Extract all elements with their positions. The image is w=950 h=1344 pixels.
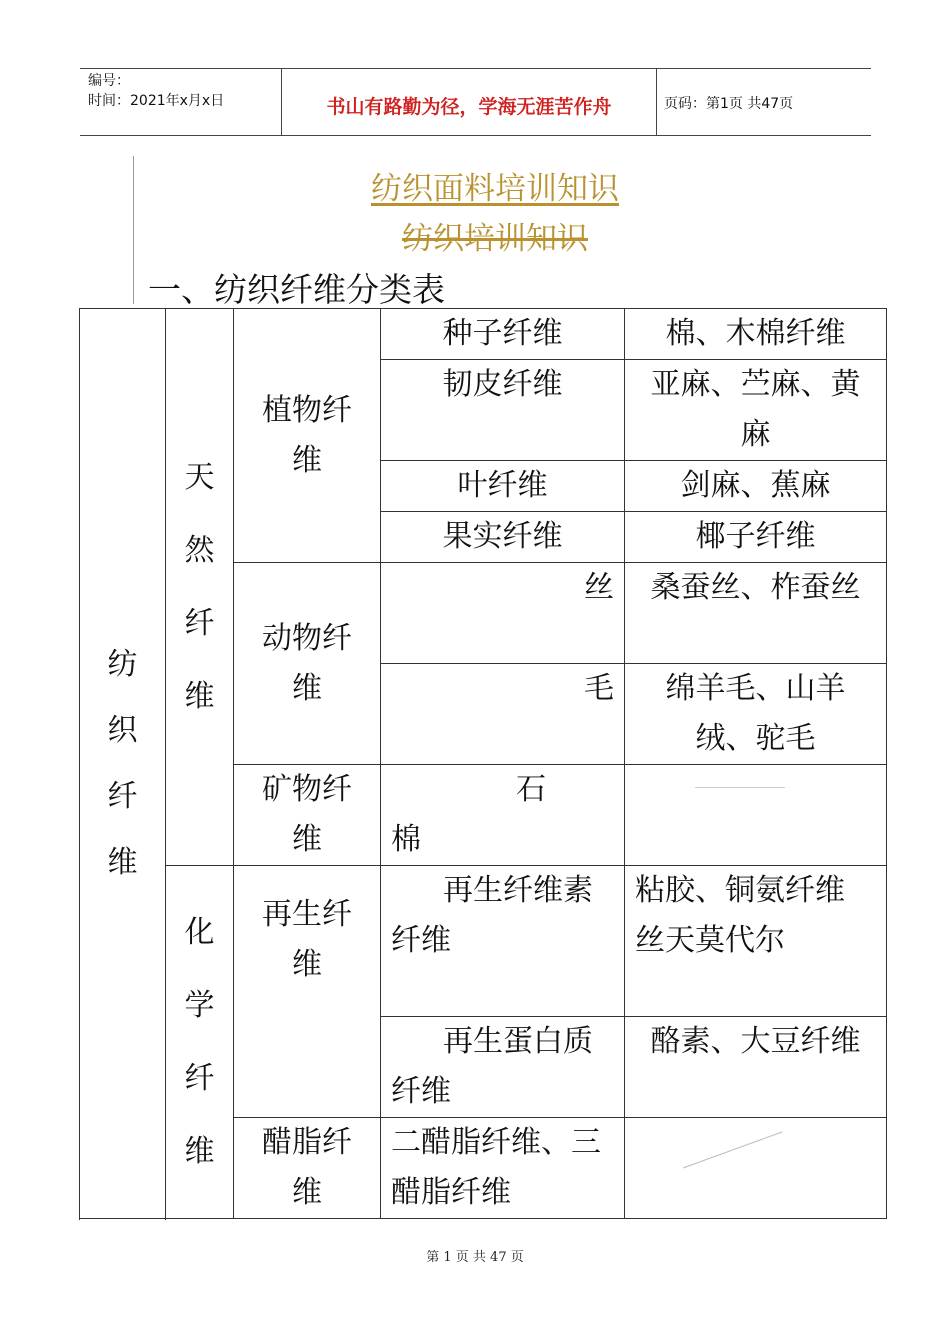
cell-mineral-examples-empty — [625, 765, 887, 866]
cell-animal-fiber: 动物纤维 — [234, 563, 381, 765]
category-textile-fiber — [80, 309, 166, 1219]
cell-silk-examples: 桑蚕丝、柞蚕丝 — [625, 563, 887, 664]
cell-plant-fiber: 植物纤维 — [234, 309, 381, 563]
cell-regenerated-fiber: 再生纤维 — [234, 866, 381, 1118]
category-char: 维 — [107, 844, 138, 880]
cell-wool-examples: 绵羊毛、山羊绒、驼毛 — [625, 664, 887, 765]
category-natural-fiber — [166, 309, 234, 866]
table-row — [80, 309, 887, 360]
category-chemical-fiber — [166, 866, 234, 1219]
cell-fruit-fiber: 果实纤维 — [381, 512, 625, 563]
category-char: 化 — [184, 915, 215, 950]
header-page-number: 页码：第1页 共47页 — [664, 96, 794, 112]
header-motto: 书山有路勤为径，学海无涯苦作舟 — [326, 96, 612, 118]
page-footer: 第 1 页 共 47 页 — [426, 1250, 524, 1265]
category-char: 学 — [184, 988, 215, 1023]
cell-regenerated-protein: 再生蛋白质纤维 — [381, 1017, 625, 1118]
cell-bast-fiber: 韧皮纤维 — [381, 360, 625, 461]
cell-seed-fiber: 种子纤维 — [381, 309, 625, 360]
cell-acetate-fiber: 醋脂纤维 — [234, 1118, 381, 1219]
category-char: 维 — [184, 1134, 215, 1169]
cell-acetate-examples-empty — [625, 1118, 887, 1219]
category-char: 纤 — [184, 1061, 215, 1096]
document-title: 纺织面料培训知识 — [371, 171, 619, 207]
blank-mark — [695, 787, 785, 788]
header-top-rule — [80, 68, 871, 69]
cell-bast-examples: 亚麻、苎麻、黄麻 — [625, 360, 887, 461]
category-char: 纤 — [107, 778, 138, 814]
section-heading: 一、纺织纤维分类表 — [148, 270, 445, 309]
cell-regenerated-cellulose-examples: 粘胶、铜氨纤维丝天莫代尔 — [625, 866, 887, 1017]
header-divider — [656, 68, 657, 136]
table-row — [80, 866, 887, 1017]
cell-wool: 毛 — [381, 664, 625, 765]
document-date: 时间：2021年x月x日 — [88, 93, 225, 109]
cell-mineral-fiber: 矿物纤维 — [234, 765, 381, 866]
category-char: 织 — [107, 712, 138, 748]
category-char: 维 — [184, 679, 215, 714]
document-number: 编号： — [88, 73, 130, 89]
cell-leaf-examples: 剑麻、蕉麻 — [625, 461, 887, 512]
cell-regenerated-protein-examples: 酪素、大豆纤维 — [625, 1017, 887, 1118]
category-char: 然 — [184, 533, 215, 568]
header-bottom-rule — [80, 135, 871, 136]
cell-acetate-kinds: 二醋脂纤维、三醋脂纤维 — [381, 1118, 625, 1219]
category-char: 天 — [184, 460, 215, 495]
cell-silk: 丝 — [381, 563, 625, 664]
cell-seed-examples: 棉、木棉纤维 — [625, 309, 887, 360]
category-char: 纤 — [184, 606, 215, 641]
struck-title: 纺织培训知识 — [402, 221, 588, 257]
blank-mark — [625, 1118, 887, 1218]
cell-fruit-examples: 椰子纤维 — [625, 512, 887, 563]
fiber-classification-table — [79, 308, 887, 1219]
header-divider — [281, 68, 282, 136]
margin-rule — [133, 156, 134, 304]
cell-asbestos: 石棉 — [381, 765, 625, 866]
cell-regenerated-cellulose: 再生纤维素纤维 — [381, 866, 625, 1017]
cell-leaf-fiber: 叶纤维 — [381, 461, 625, 512]
category-char: 纺 — [107, 646, 138, 682]
